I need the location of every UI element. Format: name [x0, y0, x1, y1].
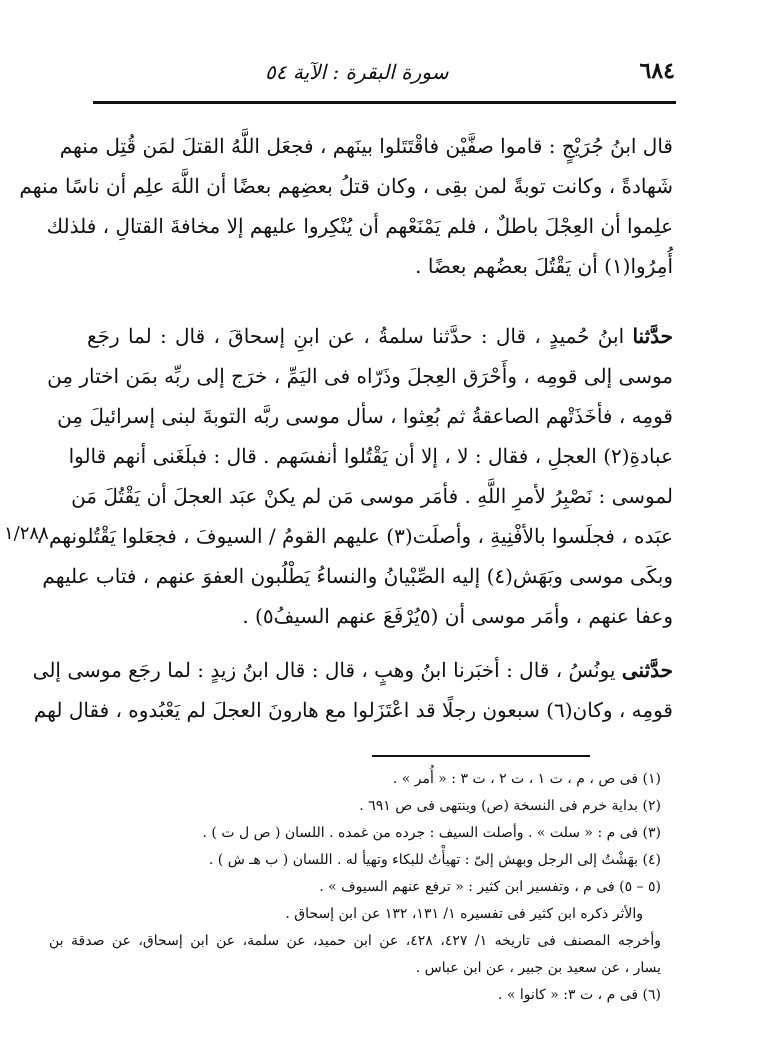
narration-text: يونُسُ ، قال : أخبَرنا ابنُ وهبٍ ، قال : قال ابنُ زيدٍ : لما رجَع موسى إلى [32, 658, 622, 682]
footnote-rule [372, 755, 590, 757]
footnote-continuation: وأخرجه المصنف فى تاريخه ١/ ٤٢٧، ٤٢٨، عن ابن حميد، عن سلمة، عن ابن إسحاق، عن صدقة بن [49, 933, 662, 949]
text-line: قال ابنُ جُرَيْجٍ : قاموا صفَّيْن فاقْتَتَلوا بينَهم ، فجعَل اللَّهُ القتلَ لمَن قُتِل منهم [59, 134, 673, 158]
text-line: أُمِرُوا(١) أن يَقْتُلَ بعضُهم بعضًا . [415, 254, 673, 278]
footnote: (٣) فى م : « سلت » . وأصلت السيف : جرده من غمده . اللسان ( ص ل ت ) . [202, 825, 661, 841]
footnotes [49, 766, 661, 1009]
footnote-continuation: يسار ، عن سعيد بن جبير ، عن ابن عباس . [415, 960, 661, 976]
text-line [87, 316, 673, 356]
text-line: قومِه ، وكان(٦) سبعون رجلًا قد اعْتَزَلوا مع هارونَ العجلَ لم يَعْبُدوه ، فقال لهم [33, 698, 673, 722]
text-line: لموسى : نَصْبِرُ لأمرِ اللَّهِ . فأمَر موسى مَن لم يكنْ عبَد العجلَ أن يَقْتُلَ مَن [71, 484, 673, 508]
footnote: (٤) بهَشْتُ إلى الرجل وبهش إلىّ : تهيأْتُ للبكاء وتهيأ له . اللسان ( ب هـ ش ) . [208, 852, 661, 868]
paragraph-1 [19, 126, 673, 286]
text-line: علِموا أن العِجْلَ باطلٌ ، فلم يَمْنَعْهم أن يُنْكِروا عليهم إلا مخافةَ القتالِ ، فلذلك [46, 214, 673, 238]
footnote: (١) فى ص ، م ، ت ١ ، ت ٢ ، ت ٣ : « أُمر » . [392, 771, 661, 787]
page-number: ٦٨٤ [639, 58, 675, 84]
narration-text: ابنُ حُميدٍ ، قال : حدَّثنا سلمةُ ، عن ابنِ إسحاقَ ، قال : لما رجَع [87, 324, 633, 348]
text-line: قومِه ، فأخَذَتْهم الصاعقةُ ثم بُعِثوا ، سأل موسى ربَّه التوبةَ لبنى إسرائيلَ مِن [57, 404, 673, 428]
narration-lead: حدَّثنا [632, 324, 673, 348]
text-line: وعفا عنهم ، وأمَر موسى أن (٥يُرْفَعَ عنهم السيفُ٥) . [242, 604, 673, 628]
running-title: سورة البقرة : الآية ٥٤ [265, 60, 449, 84]
footnote: (٥ – ٥) فى م ، وتفسير ابن كثير : « ترفع عنهم السيوف » . [319, 879, 661, 895]
paragraph-3 [32, 650, 673, 730]
text-line: موسى إلى قومِه ، وأَحْرَق العِجلَ وذَرّاه فى اليَمِّ ، خرَج إلى ربِّه بمَن اختار مِن [47, 364, 673, 388]
margin-reference: ١/٢٨٨ [4, 523, 49, 544]
header-rule [93, 101, 676, 104]
text-line: عبادةِ(٢) العجلِ ، فقال : لا ، إلا أن يَقْتُلوا أنفسَهم . قال : فبلَغَنى أنهم قالوا [68, 444, 673, 468]
footnote-continuation: والأثر ذكره ابن كثير فى تفسيره ١/ ١٣١، ١٣٢ عن ابن إسحاق . [285, 906, 643, 922]
footnote: (٦) فى م ، ت ٣: « كانوا » . [497, 987, 661, 1003]
text-line [32, 650, 673, 690]
text-line: شَهادةً ، وكانت توبةً لمن بقِى ، وكان قتلُ بعضِهم بعضًا أن اللَّهَ علِم أن ناسًا منهم [19, 174, 673, 198]
narration-lead: حدَّثنى [621, 658, 673, 682]
text-line: عبَده ، فجلَسوا بالأفْنِيةِ ، وأصلَت(٣) عليهم القومُ / السيوفَ ، فجعَلوا يَقْتُلونهم ، [36, 524, 673, 548]
text-line: وبكَى موسى وبَهَش(٤) إليه الصِّبْيانُ والنساءُ يَطْلُبون العفوَ عنهم ، فتاب عليهم [42, 564, 673, 588]
paragraph-2 [36, 316, 673, 636]
footnote: (٢) بداية خرم فى النسخة (ص) وينتهى فى ص ٦٩١ . [359, 798, 661, 814]
